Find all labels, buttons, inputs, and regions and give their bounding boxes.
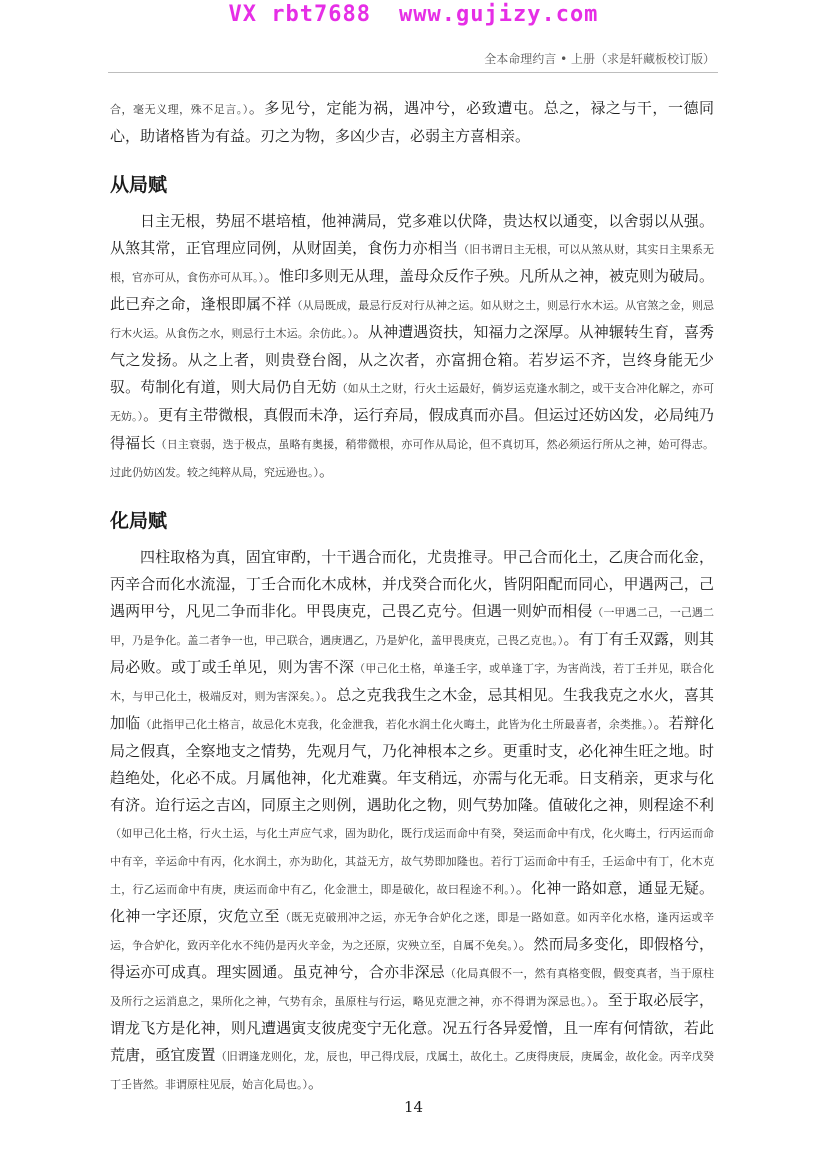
watermark-right: www.gujizy.com bbox=[399, 2, 599, 27]
header-rule bbox=[108, 72, 718, 73]
annotation-note: （旧书谓日主无根，可以从煞从财，其实日主果系无根，官亦可从，食伤亦可从耳。） bbox=[110, 243, 714, 284]
body-text: 。 bbox=[308, 1074, 324, 1092]
body-text: 。至于取必辰字，谓龙飞方是化神，则凡遭遇寅支彼虎变宁无化意。况五行各异爱憎，且一库有何情欲，若此荒唐，亟宜废置 bbox=[110, 991, 714, 1064]
page-number: 14 bbox=[403, 1098, 424, 1116]
body-text: 。惟印多则无从理，盖母众反作子殃。凡所从之神，被克则为破局。此已弃之命，逢根即属不祥 bbox=[110, 267, 715, 313]
body-text: 。多见兮，定能为祸，遇冲兮，必致遭屯。总之，禄之与干，一德同心，助诸格皆为有益。刃之为物，多凶少吉，必弱主方喜相亲。 bbox=[110, 99, 714, 145]
annotation-note: （如甲己化土格，行火土运，与化土声应气求，固为助化，既行戊运而命中有癸，癸运而命中有戊，化火晦土，行丙运而命中有辛，辛运命中有丙，化水润土，亦为助化，其益无方，故气势即加隆也。若行丁运而命中有壬，壬运命中有丁，化木克土，行乙运而命中有庚，庚运而命中有乙，化金泄土，即是破化，故曰程途不利。） bbox=[110, 827, 714, 896]
body-text: 。若辩化局之假真，全察地支之情势，先观月气，乃化神根本之乡。更重时支，必化神生旺之地。时趋绝处，化必不成。月属他神，化尤难冀。年支稍远，亦需与化无乖。日支稍亲，更求与化有济。迨行运之吉凶，同原主之则例，遇助化之物，则气势加隆。值破化之神，则程途不利 bbox=[110, 714, 714, 814]
section-heading-conglu: 从局赋 bbox=[110, 174, 168, 196]
section-paragraph-huaju bbox=[110, 544, 714, 1098]
running-header: 全本命理约言 • 上册（求是轩藏板校订版） bbox=[484, 52, 715, 66]
body-text: 。更有主带微根，真假而未净，运行弃局，假成真而亦昌。但运过还妨凶发，必局纯乃得福长 bbox=[110, 406, 715, 452]
body-text: 。化神一路如意，通显无疑。化神一字还原，灾危立至 bbox=[110, 879, 714, 925]
body-text: 。有丁有壬双露，则其局必败。或丁或壬单见，则为害不深 bbox=[110, 630, 714, 676]
top-paragraph bbox=[110, 95, 714, 150]
body-text: 。从神遭遇资扶，知福力之深厚。从神辗转生育，喜秀气之发扬。从之上者，则贵登台阁，从之次者，亦富拥仓箱。若岁运不齐，岂终身能无少驭。苟制化有道，则大局仍自无妨 bbox=[110, 323, 714, 396]
body-text: 。然而局多变化，即假格兮，得运亦可成真。理实圆通。虽克神兮，合亦非深忌 bbox=[110, 935, 714, 981]
body-text: 。总之克我我生之木金，忌其相见。生我我克之水火，喜其加临 bbox=[110, 686, 714, 732]
page-content bbox=[110, 95, 714, 1098]
watermark-left: VX rbt7688 bbox=[228, 2, 371, 27]
annotation-note: （此指甲己化土格言，故忌化木克我，化金泄我，若化水润土化火晦土，此皆为化土所最喜者，余类推。） bbox=[140, 718, 654, 731]
annotation-note: （甲己化土格，单逢壬字，或单逢丁字，为害尚浅，若丁壬并见，联合化木，与甲己化土，极端反对，则为害深矣。） bbox=[110, 662, 714, 703]
annotation-note: （从局既成，最忌行反对行从神之运。如从财之土，则忌行水木运。从官煞之金，则忌行木火运。从食伤之水，则忌行土木运。余仿此。） bbox=[110, 299, 714, 340]
annotation-note: （如从土之财，行火土运最好，倘岁运克逢水制之，或干支合冲化解之，亦可无妨。） bbox=[110, 382, 714, 423]
annotation-note: 合，毫无义理，殊不足言。） bbox=[110, 103, 249, 116]
annotation-note: （日主衰弱，迭于极点，虽略有奥援，稍带微根，亦可作从局论，但不真切耳，然必须运行所从之神，始可得志。过此仍妨凶发。较之纯粹从局，究远逊也。） bbox=[110, 438, 714, 479]
annotation-note: （化局真假不一，然有真格变假，假变真者，当于原柱及所行之运消息之，果所化之神，气势有余，虽原柱与行运，略见克泄之神，亦不得谓为深忌也。） bbox=[110, 967, 714, 1008]
body-text: 日主无根，势屈不堪培植，他神满局，党多难以伏降，贵达权以通变，以舍弱以从强。从煞其常，正官理应同例，从财固美，食伤力亦相当 bbox=[110, 212, 714, 257]
section-heading-huaju: 化局赋 bbox=[110, 510, 168, 532]
body-text: 四柱取格为真，固宜审酌，十干遇合而化，尤贵推寻。甲己合而化土，乙庚合而化金，丙辛合而化水流湿，丁壬合而化木成林，并戊癸合而化火，皆阴阳配而同心，甲遇两己，己遇两甲兮，凡见二争而非化。甲畏庚克，己畏乙克兮。但遇一则妒而相侵 bbox=[110, 548, 714, 620]
annotation-note: （旧谓逢龙则化，龙，辰也，甲己得戊辰，戊属土，故化土。乙庚得庚辰，庚属金，故化金。丙辛戊癸丁壬皆然。非谓原柱见辰，始言化局也。） bbox=[110, 1050, 714, 1091]
annotation-note: （一甲遇二己，一己遇二甲，乃是争化。盖二者争一也，甲己联合，遇庚遇乙，乃是妒化，盖甲畏庚克，己畏乙克也。） bbox=[110, 606, 714, 647]
watermark bbox=[0, 2, 827, 27]
body-text: 。 bbox=[319, 462, 335, 480]
section-paragraph-conglu bbox=[110, 208, 714, 486]
annotation-note: （既无克破刑冲之运，亦无争合妒化之迷，即是一路如意。如丙辛化水格，逢丙运或辛运，争合妒化，致丙辛化水不纯仍是丙火辛金，为之还原，灾殃立至，自属不免矣。） bbox=[110, 911, 714, 952]
